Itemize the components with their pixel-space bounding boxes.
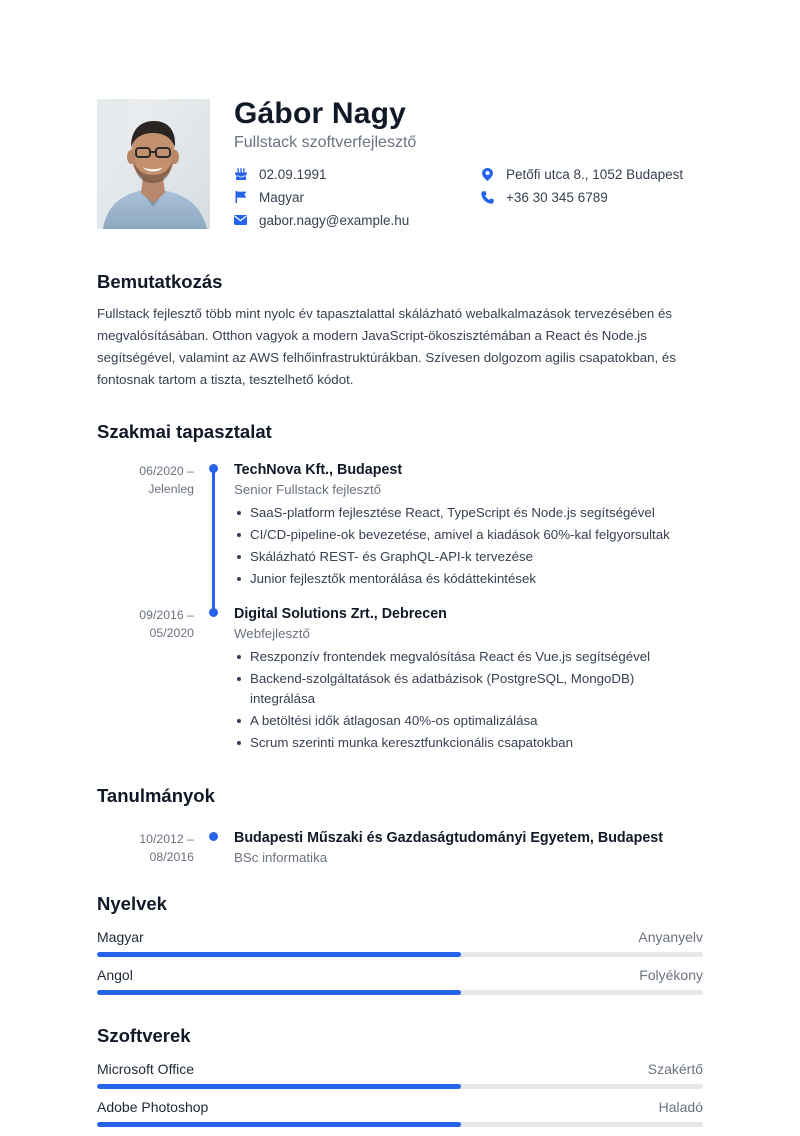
- contact-nationality-text: Magyar: [259, 189, 305, 205]
- experience-item: [97, 461, 703, 591]
- institution: Budapesti Műszaki és Gazdaságtudományi Egyetem, Budapest: [234, 830, 664, 846]
- date-to: 05/2020: [149, 626, 194, 640]
- intro-text: Fullstack fejlesztő több mint nyolc év tapasztalattal skálázható webalkalmazások tervezésében és megvalósításában. Otthon vagyok a modern JavaScript-ökoszisztémában a React és Node.js segítségével, valamint az AWS felhőinfrastruktúrákban. Szívesen dolgozom agilis csapatokban, és fontosnak tartom a tiszta, tesztelhető kódot.: [97, 306, 676, 387]
- map-pin-icon: [481, 168, 494, 181]
- employer: TechNova Kft., Budapest: [234, 462, 403, 478]
- skill-bar-fill: [97, 952, 461, 957]
- date-to: Jelenleg: [148, 482, 194, 496]
- language-item: [97, 928, 703, 957]
- language-name: Angol: [97, 967, 133, 983]
- contact-address-text: Petőfi utca 8., 1052 Budapest: [506, 166, 684, 182]
- degree: BSc informatika: [234, 850, 328, 865]
- achievement: Scrum szerinti munka keresztfunkcionális csapatokban: [234, 733, 703, 753]
- education-date: [97, 829, 194, 867]
- skill-bar-track: [97, 1084, 703, 1089]
- contact-phone: [481, 188, 701, 206]
- achievement: Skálázható REST- és GraphQL-API-k tervezése: [234, 547, 703, 567]
- achievement-list: [234, 647, 703, 753]
- contact-email: [234, 211, 481, 229]
- language-level: Anyanyelv: [638, 929, 703, 945]
- employer: Digital Solutions Zrt., Debrecen: [234, 606, 447, 622]
- achievement: Backend-szolgáltatások és adatbázisok (PostgreSQL, MongoDB) integrálása: [234, 669, 703, 709]
- software-name: Microsoft Office: [97, 1061, 194, 1077]
- skill-bar-track: [97, 1122, 703, 1127]
- timeline-marker: [194, 461, 234, 591]
- software-list: [97, 1060, 703, 1127]
- languages-heading: Nyelvek: [97, 893, 167, 914]
- experience-date: [97, 461, 194, 591]
- education-heading: Tanulmányok: [97, 785, 215, 806]
- contact-phone-text: +36 30 345 6789: [506, 189, 608, 205]
- flag-icon: [234, 191, 247, 204]
- education-body: [234, 829, 703, 867]
- resume-header: [97, 99, 703, 229]
- software-level: Haladó: [658, 1099, 703, 1115]
- skill-bar-fill: [97, 1122, 461, 1127]
- timeline-dot: [209, 608, 218, 617]
- resume-page: [97, 99, 703, 1136]
- language-level: Folyékony: [639, 967, 703, 983]
- person-name: Gábor Nagy: [234, 97, 407, 130]
- timeline-dot: [209, 832, 218, 841]
- experience-body: [234, 461, 703, 591]
- experience-body: [234, 605, 703, 755]
- software-level: Szakértő: [647, 1061, 703, 1077]
- achievement: SaaS-platform fejlesztése React, TypeScript és Node.js segítségével: [234, 503, 703, 523]
- language-item: [97, 966, 703, 995]
- language-list: [97, 928, 703, 995]
- header-info: [234, 99, 703, 229]
- phone-icon: [481, 191, 494, 204]
- skill-bar-track: [97, 952, 703, 957]
- experience-heading: Szakmai tapasztalat: [97, 421, 272, 442]
- contact-address: [481, 165, 701, 183]
- timeline-line: [212, 469, 215, 615]
- software-name: Adobe Photoshop: [97, 1099, 209, 1115]
- birthday-cake-icon: [234, 168, 247, 181]
- achievement: A betöltési idők átlagosan 40%-os optimalizálása: [234, 711, 703, 731]
- contact-email-text: gabor.nagy@example.hu: [259, 212, 410, 228]
- experience-item: [97, 605, 703, 755]
- skill-bar-fill: [97, 1084, 461, 1089]
- achievement-list: [234, 503, 703, 589]
- timeline-marker: [194, 829, 234, 867]
- timeline-marker: [194, 605, 234, 755]
- software-item: [97, 1060, 703, 1089]
- job-title: Fullstack szoftverfejlesztő: [234, 134, 417, 151]
- date-from: 06/2020 –: [139, 464, 194, 478]
- contact-birthdate: [234, 165, 481, 183]
- experience-date: [97, 605, 194, 755]
- skill-bar-fill: [97, 990, 461, 995]
- skill-bar-track: [97, 990, 703, 995]
- education-item: [97, 829, 703, 867]
- achievement: CI/CD-pipeline-ok bevezetése, amivel a kiadások 60%-kal felgyorsultak: [234, 525, 703, 545]
- education-timeline: [97, 829, 703, 867]
- contact-birthdate-text: 02.09.1991: [259, 166, 327, 182]
- position: Senior Fullstack fejlesztő: [234, 482, 382, 497]
- date-to: 08/2016: [149, 850, 194, 864]
- date-from: 09/2016 –: [139, 608, 194, 622]
- contact-nationality: [234, 188, 481, 206]
- contact-list: [234, 165, 703, 229]
- profile-photo: [97, 99, 210, 229]
- position: Webfejlesztő: [234, 626, 310, 641]
- language-name: Magyar: [97, 929, 144, 945]
- experience-timeline: [97, 461, 703, 755]
- software-heading: Szoftverek: [97, 1025, 191, 1046]
- software-item: [97, 1098, 703, 1127]
- intro-heading: Bemutatkozás: [97, 271, 223, 292]
- achievement: Reszponzív frontendek megvalósítása React és Vue.js segítségével: [234, 647, 703, 667]
- date-from: 10/2012 –: [139, 832, 194, 846]
- achievement: Junior fejlesztők mentorálása és kódáttekintések: [234, 569, 703, 589]
- envelope-icon: [234, 214, 247, 227]
